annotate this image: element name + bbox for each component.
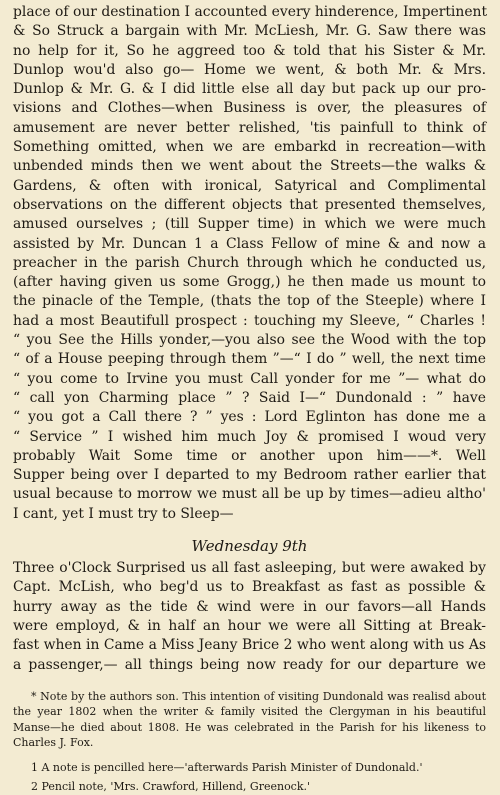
text-line: “ you come to Irvine you must Call yonder for me ”— what do	[13, 370, 486, 387]
body-paragraph-2	[13, 559, 486, 675]
text-line: Something omitted, when we are embarkd in recreation—with	[13, 139, 486, 156]
text-line: assisted by Mr. Duncan 1 a Class Fellow of mine & and now a	[13, 235, 486, 252]
text-line: amused ourselves ; (till Supper time) in which we were much	[13, 216, 486, 233]
text-line: Capt. McLish, who beg'd us to Breakfast as fast as possible &	[13, 579, 486, 596]
footnote-line: beautiful Manse—he died about 1808. He was celebrated in the Parish for his	[13, 705, 486, 734]
text-line: Gardens, & often with ironical, Satyrical and Complimental	[13, 177, 486, 194]
text-line: Supper being over I departed to my Bedroom rather earlier that	[13, 467, 486, 484]
text-line: I cant, yet I must try to Sleep—	[13, 505, 234, 522]
footnotes	[13, 689, 486, 795]
text-line: had a most Beautifull prospect : touching my Sleeve, “ Charles !	[13, 312, 486, 329]
text-line: & So Struck a bargain with Mr. McLiesh, Mr. G. Saw there was	[13, 23, 486, 40]
text-line: hurry away as the tide & wind were in our favors—all Hands	[13, 598, 486, 615]
text-line: usual because to morrow we must all be up by times—adieu altho'	[13, 486, 486, 503]
text-line: the pinacle of the Temple, (thats the top of the Steeple) where I	[13, 293, 486, 310]
footnote-line: about the year 1802 when the writer & family visited the Clergyman in his	[13, 689, 487, 719]
text-line: place of our destination I accounted every hinderence, Impertinent	[13, 4, 488, 20]
text-line: preacher in the parish Church through which he conducted us,	[13, 254, 486, 271]
text-line: amusement are never better relished, 'tis painfull to think of	[13, 119, 486, 136]
text-line: probably Wait Some time or another upon him——*. Well	[13, 447, 486, 464]
text-line: “ you got a Call there ? ” yes : Lord Eglinton has done me a	[13, 409, 486, 426]
text-line: “ you See the Hills yonder,—you also see the Wood with the top	[13, 332, 486, 349]
text-line: Three o'Clock Surprised us all fast asleeping, but were awaked by	[13, 560, 486, 577]
footnote-author-son	[13, 689, 486, 751]
text-line: (after having given us some Grogg,) he then made us mount to	[13, 274, 486, 291]
text-line: “ Service ” I wished him much Joy & promised I woud very	[13, 428, 486, 445]
text-line: “ of a House peeping through them ”—“ I do ” well, the next time	[13, 351, 486, 368]
text-line: Dunlop & Mr. G. & I did little else all day but pack up our pro-	[13, 81, 486, 98]
date-heading: Wednesday 9th	[191, 537, 308, 556]
footnote-line: likeness to Charles J. Fox.	[13, 720, 487, 750]
text-line: visions and Clothes—when Business is over, the pleasures of	[13, 100, 486, 117]
text-line: unbended minds then we went about the Streets—the walks &	[13, 158, 486, 175]
footnote-line: * Note by the authors son. This intention of visiting Dundonald was realisd	[31, 689, 451, 703]
text-line: Dunlop wou'd also go— Home we went, & both Mr. & Mrs.	[13, 61, 486, 78]
footnote-2: 2 Pencil note, 'Mrs. Crawford, Hillend, Greenock.'	[31, 780, 311, 794]
text-line: “ call yon Charming place ” ? Said I—“ Dundonald : ” have	[13, 389, 486, 406]
footnote-1: 1 A note is pencilled here—'afterwards Parish Minister of Dundonald.'	[31, 760, 423, 774]
text-line: observations on the different objects that presented themselves,	[13, 196, 486, 213]
text-line: a passenger,— all things being now ready for our departure we	[13, 656, 486, 673]
text-line: were employd, & in half an hour we were all Sitting at Break-	[13, 617, 486, 634]
body-paragraph-1	[13, 3, 486, 524]
text-line: fast when in Came a Miss Jeany Brice 2 who went along with us As	[13, 637, 486, 654]
text-line: no help for it, So he aggreed too & told that his Sister & Mr.	[13, 42, 486, 59]
